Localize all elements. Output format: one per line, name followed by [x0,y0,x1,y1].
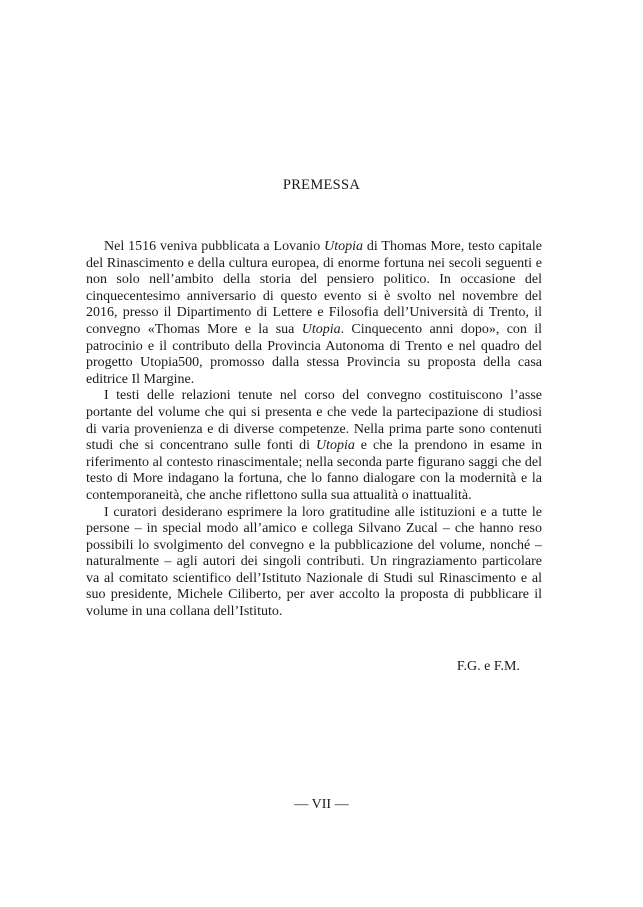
paragraph-3 [86,505,542,621]
paragraph-2-italic-title: Utopia [315,438,355,454]
paragraph-3-text: I curatori desiderano esprimere la loro gratitudine alle istituzioni e a tutte le persone – in special modo all’amico e collega Silvano Zucal – che hanno reso possibili lo svolgimento del convegno e la pubblicazione del volume, nonché – naturalmente – agli autori dei singoli contributi. Un ringraziamento particolare va al comitato scientifico dell’Istituto Nazionale di Studi sul Rinascimento e al suo presidente, Michele Ciliberto, per aver accolto la proposta di pubblicare il volume in una collana dell’Istituto. [86,504,542,620]
paragraph-2 [86,388,542,504]
paragraph-1-text-a: Nel 1516 veniva pubblicata a Lovanio [104,239,325,254]
page-number: — VII — [294,797,349,812]
paragraph-1-text-b: di Thomas More, testo capitale del Rinascimento e della cultura europea, di enorme fortuna nei secoli seguenti e non solo nell’ambito della storia del pensiero politico. In occasione del cinquecentesimo anniversario di questo evento si è svolto nel novembre del 2016, presso il Dipartimento di Lettere e Filosofia dell’Università di Trento, il convegno «Thomas More e la sua [86,239,542,337]
signature-initials: F.G. e F.M. [456,659,520,674]
paragraph-2-text-b: e che la prendono in esame in riferimento al contesto rinascimentale; nella seconda parte figurano saggi che del testo di More indagano la fortuna, che lo fanno dialogare con la modernità e la contemporaneità, che anche riflettono sulla sua attualità o inattualità. [86,438,542,503]
paragraph-1 [86,239,542,388]
paragraph-2-text-a: I testi delle relazioni tenute nel corso del convegno costituiscono l’asse portante del volume che qui si presenta e che vede la partecipazione di studiosi di varia provenienza e di diverse competenze. Nella prima parte sono contenuti studi che si concentrano sulle fonti di [86,388,542,454]
preface-body [86,239,542,621]
paragraph-1-text-c: . Cinquecento anni dopo», con il patrocinio e il contributo della Provincia Autonoma di Trento e nel quadro del progetto Utopia500, promosso dalla stessa Provincia su proposta della casa editrice Il Margine. [86,321,542,387]
page-title: PREMESSA [282,177,361,193]
paragraph-1-italic-title-a: Utopia [324,239,363,254]
paragraph-1-italic-title-b: Utopia [301,321,341,337]
